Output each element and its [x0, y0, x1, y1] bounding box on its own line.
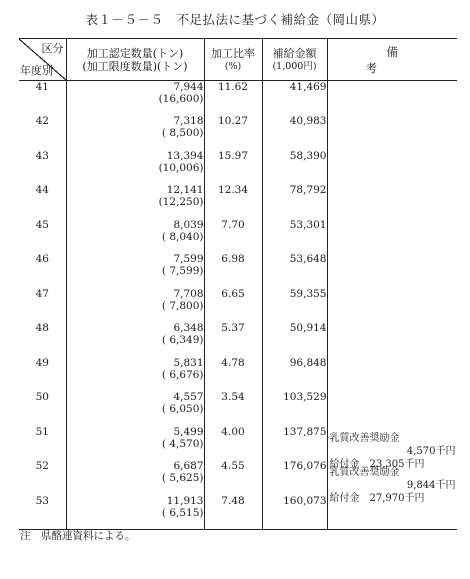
- note-51: [330, 432, 458, 471]
- amount-cell: 58,390: [262, 150, 327, 185]
- rate-cell: 7.70: [204, 219, 262, 254]
- qty-cell: [66, 357, 204, 392]
- qty-cell: [66, 81, 204, 116]
- note-cell: [327, 150, 457, 185]
- table-row: [19, 391, 457, 426]
- year-cell: 50: [35, 391, 49, 403]
- year-cell: 53: [19, 495, 66, 530]
- rate-header-line2: (%): [224, 60, 242, 72]
- note-52-payment: 給付金 27,970千円: [329, 493, 425, 504]
- qty-header-line2: (加工限度数量)(トン): [82, 59, 188, 73]
- amount-cell: 53,648: [262, 253, 327, 288]
- limit-qty: ( 6,050): [161, 403, 204, 415]
- rate-cell: 6.98: [204, 253, 262, 288]
- year-cell: 44: [35, 184, 49, 196]
- qty-cell: [66, 219, 204, 254]
- subsidy-table: [19, 38, 457, 530]
- amount-cell: 40,983: [262, 115, 327, 150]
- note-51-label: 乳質改善奨励金: [329, 432, 400, 444]
- year-cell: 41: [35, 81, 49, 93]
- limit-qty: ( 6,349): [161, 334, 204, 346]
- certified-qty: 5,831: [173, 356, 204, 369]
- certified-qty: 8,039: [173, 218, 204, 231]
- limit-qty: ( 5,625): [161, 472, 204, 484]
- amount-cell: 176,076: [262, 460, 327, 495]
- year-cell: 51: [35, 425, 49, 438]
- table-row: [19, 322, 457, 357]
- limit-qty: ( 4,570): [161, 437, 204, 450]
- note-cell: [327, 253, 457, 288]
- rate-header: [204, 39, 262, 81]
- qty-cell: [66, 150, 204, 185]
- certified-qty: 13,394: [166, 149, 204, 162]
- limit-qty: (12,250): [158, 196, 204, 208]
- table-row: [19, 81, 457, 116]
- note-header-label: 備考: [365, 44, 440, 75]
- rate-cell: 15.97: [204, 150, 262, 185]
- qty-cell: [66, 322, 204, 357]
- table-row: [19, 115, 457, 150]
- qty-cell: [66, 426, 204, 461]
- rate-cell: 10.27: [204, 115, 262, 150]
- note-52: [330, 466, 458, 505]
- qty-header: [66, 39, 204, 81]
- certified-qty: 7,599: [173, 253, 204, 265]
- certified-qty: 4,557: [173, 391, 204, 403]
- qty-header-line1: 加工認定数量(トン): [86, 46, 184, 60]
- limit-qty: ( 8,500): [161, 127, 204, 139]
- year-cell: 42: [35, 115, 49, 127]
- year-cell: 52: [35, 460, 49, 472]
- amount-cell: 53,301: [262, 219, 327, 254]
- limit-qty: (16,600): [158, 93, 204, 105]
- qty-cell: [66, 460, 204, 495]
- rate-cell: 7.48: [204, 495, 262, 530]
- year-cell: 43: [35, 149, 49, 162]
- amount-cell: 41,469: [262, 81, 327, 116]
- corner-label-year: 年度別: [20, 64, 53, 77]
- year-cell: 45: [35, 218, 49, 231]
- amount-cell: 59,355: [262, 288, 327, 323]
- note-cell: [327, 357, 457, 392]
- note-52-incentive: 9,844千円: [406, 480, 456, 491]
- note-cell: [327, 391, 457, 426]
- year-cell: 46: [35, 253, 49, 265]
- note-cell: [327, 184, 457, 219]
- corner-label-category: 区分: [41, 42, 64, 55]
- qty-cell: [66, 391, 204, 426]
- rate-cell: 6.65: [204, 288, 262, 323]
- table-row: [19, 426, 457, 461]
- certified-qty: 11,913: [166, 494, 204, 507]
- table-row: [19, 288, 457, 323]
- note-cell: [327, 322, 457, 357]
- note-cell: [327, 288, 457, 323]
- table-row: [19, 357, 457, 392]
- amount-cell: 50,914: [262, 322, 327, 357]
- rate-cell: 4.55: [204, 460, 262, 495]
- amount-cell: 78,792: [262, 184, 327, 219]
- note-cell: [327, 115, 457, 150]
- limit-qty: ( 8,040): [161, 230, 204, 243]
- note-cell: [327, 81, 457, 116]
- table-header-row: [19, 39, 457, 81]
- qty-cell: [66, 253, 204, 288]
- table-row: [19, 253, 457, 288]
- table-row: [19, 184, 457, 219]
- limit-qty: ( 6,676): [161, 368, 204, 381]
- certified-qty: 7,944: [173, 81, 204, 93]
- note-51-incentive: 4,570千円: [406, 445, 456, 457]
- certified-qty: 6,687: [173, 460, 204, 472]
- table-row: [19, 460, 457, 495]
- note-51-payment: 給付金 23,305千円: [329, 458, 425, 470]
- certified-qty: 12,141: [166, 184, 204, 196]
- qty-cell: [66, 115, 204, 150]
- amount-header-line1: 補給金額: [272, 46, 317, 60]
- certified-qty: 7,318: [173, 115, 204, 127]
- limit-qty: ( 6,515): [161, 506, 204, 519]
- certified-qty: 7,708: [173, 287, 204, 300]
- rate-cell: 4.00: [204, 426, 262, 461]
- certified-qty: 6,348: [173, 322, 204, 334]
- amount-cell: 137,875: [262, 426, 327, 461]
- note-header: [327, 39, 457, 81]
- table-title: 表１－５－５ 不足払法に基づく補給金（岡山県）: [85, 12, 385, 27]
- amount-header: [262, 39, 327, 81]
- note-cell: [327, 426, 457, 470]
- table-row: [19, 219, 457, 254]
- amount-header-line2: (1,000円): [272, 60, 317, 72]
- qty-cell: [66, 184, 204, 219]
- rate-cell: 11.62: [204, 81, 262, 116]
- limit-qty: ( 7,599): [161, 265, 204, 277]
- rate-cell: 3.54: [204, 391, 262, 426]
- qty-cell: [66, 495, 204, 530]
- rate-cell: 5.37: [204, 322, 262, 357]
- amount-cell: 96,848: [262, 357, 327, 392]
- certified-qty: 5,499: [173, 425, 204, 438]
- rate-header-line1: 加工比率: [211, 46, 255, 60]
- footnote: 注 県酪連資料による。: [20, 530, 136, 542]
- year-cell: 49: [35, 356, 49, 369]
- note-cell: [327, 219, 457, 254]
- qty-cell: [66, 288, 204, 323]
- corner-header: [19, 39, 66, 81]
- amount-cell: 103,529: [262, 391, 327, 426]
- table-row: [19, 150, 457, 185]
- note-cell: [327, 460, 457, 504]
- rate-cell: 4.78: [204, 357, 262, 392]
- limit-qty: ( 7,800): [161, 299, 204, 312]
- amount-cell: 160,073: [262, 495, 327, 530]
- year-cell: 48: [35, 322, 49, 334]
- year-cell: 47: [35, 287, 49, 300]
- note-52-label: 乳質改善奨励金: [329, 467, 400, 478]
- limit-qty: (10,006): [158, 161, 204, 174]
- rate-cell: 12.34: [204, 184, 262, 219]
